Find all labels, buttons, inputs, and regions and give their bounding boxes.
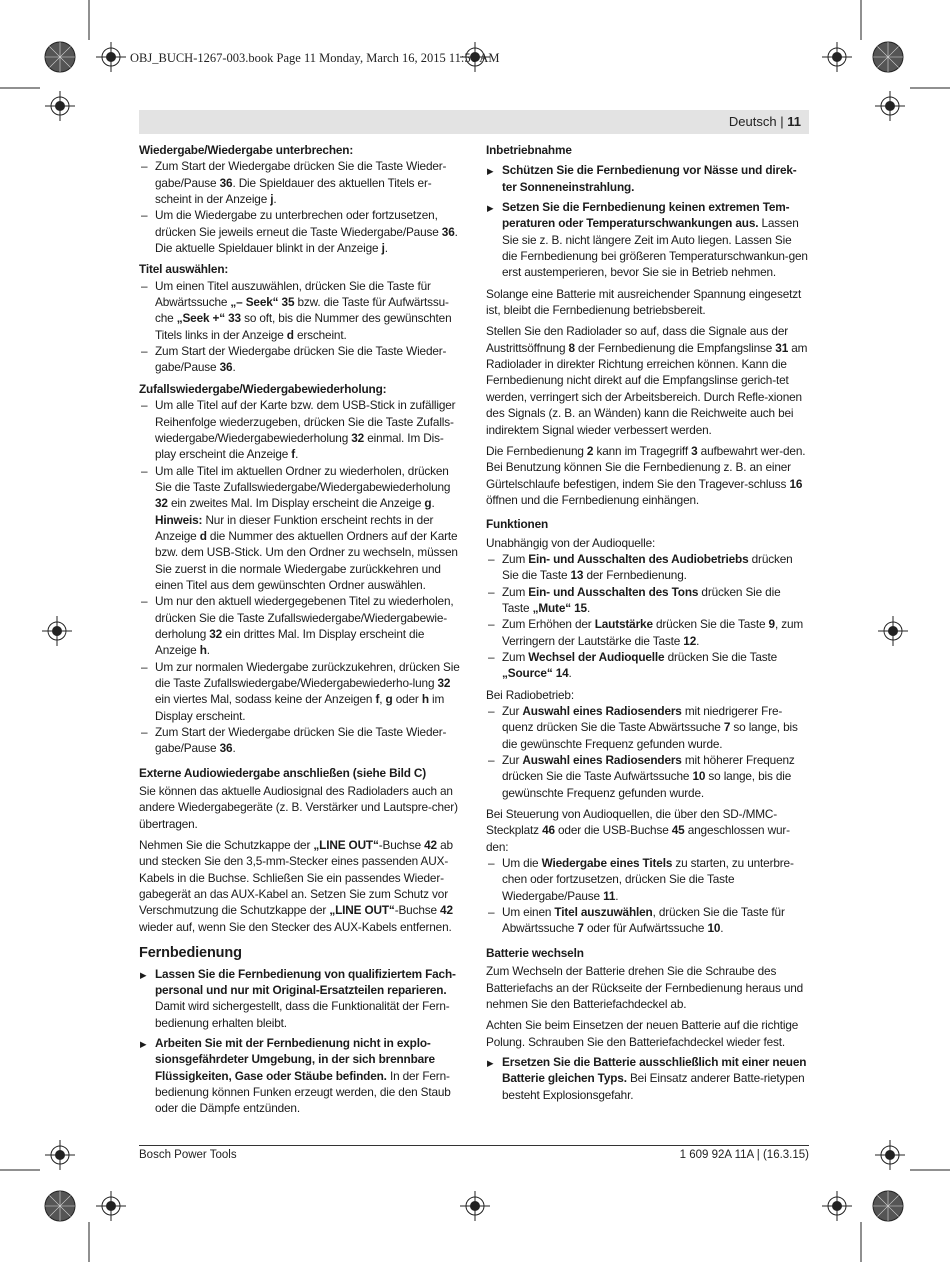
paragraph: Die Fernbedienung 2 kann im Tragegriff 3 aufbewahrt wer-den. Bei Benutzung können Sie die Fernbedienung z. B. an einer Gürtelschlaufe befestigen, indem Sie den Tragever-schluss 16 öffnen und die Fernbedienung einhängen.	[486, 443, 806, 507]
left-column	[139, 142, 462, 1117]
paragraph: Bei Steuerung von Audioquellen, die über den SD-/MMC-Steckplatz 46 oder die USB-Buchse 45 angeschlossen wur-den:	[486, 807, 790, 854]
paragraph: Achten Sie beim Einsetzen der neuen Batterie auf die richtige Polung. Schrauben Sie den Batteriefachdeckel wieder fest.	[486, 1018, 799, 1049]
list-item: – Zum Start der Wiedergabe drücken Sie die Taste Wieder-gabe/Pause 36. Die Spieldauer des aktuellen Titels er-scheint in der Anzeige j.	[139, 158, 462, 207]
section-title: Zufallswiedergabe/Wiedergabewiederholung:	[139, 381, 387, 396]
list-item: – Zur Auswahl eines Radiosenders mit höherer Frequenz drücken Sie die Taste Aufwärtssuche 10 so lange, bis die gewünschte Frequenz gefunden wurde.	[486, 752, 809, 801]
paragraph: Zum Wechseln der Batterie drehen Sie die Schraube des Batteriefachs an der Rückseite der Fernbedienung heraus und nehmen Sie den Batteriefachdeckel ab.	[486, 964, 804, 1011]
list-item: – Um alle Titel auf der Karte bzw. dem USB-Stick in zufälliger Reihenfolge wiederzugeben, drücken Sie die Taste Zufalls-wiedergabe/Wiedergabewiederholung 32 einmal. Im Dis-play erscheint die Anzeige f.	[139, 397, 462, 462]
section-title: Batterie wechseln	[486, 945, 584, 960]
warning-item: ▶ Schützen Sie die Fernbedienung vor Nässe und direk-ter Sonneneinstrahlung.	[486, 162, 809, 195]
list-item: – Zum Start der Wiedergabe drücken Sie die Taste Wieder-gabe/Pause 36.	[139, 343, 462, 376]
paragraph: Sie können das aktuelle Audiosignal des Radioladers auch an andere Wiedergabegeräte (z. B. Verstärker und Lautspre-cher) übertragen.	[139, 784, 458, 831]
right-column	[486, 142, 809, 1103]
header-language: Deutsch	[728, 114, 777, 129]
footer-rule	[139, 1145, 809, 1146]
section-heading-remote: Fernbedienung	[139, 945, 242, 962]
paragraph: Solange eine Batterie mit ausreichender Spannung eingesetzt ist, bleibt die Fernbedienung betriebsbereit.	[486, 286, 802, 318]
list-item: – Zur Auswahl eines Radiosenders mit niedrigerer Fre-quenz drücken Sie die Taste Abwärtssuche 7 so lange, bis die gewünschte Frequenz gefunden wurde.	[486, 703, 809, 752]
warning-item: ▶ Ersetzen Sie die Batterie ausschließlich mit einer neuen Batterie gleichen Typs. Bei Einsatz anderer Batte-rietypen besteht Explosionsgefahr.	[486, 1054, 809, 1103]
list-item: – Um alle Titel im aktuellen Ordner zu wiederholen, drücken Sie die Taste Zufallswiedergabe/Wiedergabewiederholung 32 ein zweites Mal. Im Display erscheint die Anzeige g. Hinweis: Nur in dieser Funktion erscheint rechts in der Anzeige d die Nummer des aktuellen Ordners auf der Karte bzw. dem USB-Stick. Um den Ordner zu wechseln, müssen Sie zuerst in die normale Wiedergabe zurückkehren und einen Titel aus dem gewünschten Ordner auswählen.	[139, 463, 462, 594]
paragraph: Stellen Sie den Radiolader so auf, dass die Signale aus der Austrittsöffnung 8 der Fernbedienung die Empfangslinse 31 am Radiolader in direkter Richtung erreichen können. Kann die Fernbedienung nicht direkt auf die Empfangslinse gerich-tet werden, verringert sich der Arbeitsbereich. Durch Refle-xionen des Signals (z. B. an Wänden) kann die Reichweite auch bei indirektem Signal wieder verbessert werden.	[486, 324, 808, 437]
paragraph: Nehmen Sie die Schutzkappe der „LINE OUT“-Buchse 42 ab und stecken Sie den 3,5-mm-Stecker eines passenden AUX-Kabels in die Buchse. Schließen Sie ein passendes Wieder-gabegerät an das AUX-Kabel an. Setzen Sie zum Schutz vor Verschmutzung die Schutzkappe der „LINE OUT“-Buchse 42 wieder auf, wenn Sie den Stecker des AUX-Kabels entfernen.	[139, 838, 453, 934]
list-item: – Zum Ein- und Ausschalten des Audiobetriebs drücken Sie die Taste 13 der Fernbedienung.	[486, 551, 809, 584]
list-item: – Um nur den aktuell wiedergegebenen Titel zu wiederholen, drücken Sie die Taste Zufallswiedergabe/Wiedergabewie-derholung 32 ein drittes Mal. Im Display erscheint die Anzeige h.	[139, 593, 462, 658]
footer-brand: Bosch Power Tools	[139, 1149, 237, 1161]
list-item: – Um einen Titel auszuwählen, drücken Sie die Taste für Abwärtssuche 7 oder für Aufwärtssuche 10.	[486, 904, 809, 937]
section-title: Wiedergabe/Wiedergabe unterbrechen:	[139, 143, 354, 157]
page-header	[139, 110, 809, 134]
list-item: – Um einen Titel auszuwählen, drücken Sie die Taste für Abwärtssuche „– Seek“ 35 bzw. die Taste für Aufwärtssu-che „Seek +“ 33 so oft, bis die Nummer des gewünschten Titels links in der Anzeige d erscheint.	[139, 278, 462, 343]
paragraph: Unabhängig von der Audioquelle:	[486, 535, 656, 550]
list-item: – Zum Ein- und Ausschalten des Tons drücken Sie die Taste „Mute“ 15.	[486, 584, 809, 617]
paragraph: Bei Radiobetrieb:	[486, 687, 574, 702]
list-item: – Zum Wechsel der Audioquelle drücken Sie die Taste „Source“ 14.	[486, 649, 809, 682]
list-item: – Um die Wiedergabe zu unterbrechen oder fortzusetzen, drücken Sie jeweils erneut die Taste Wiedergabe/Pause 36. Die aktuelle Spieldauer blinkt in der Anzeige j.	[139, 207, 462, 256]
header-page-number: 11	[787, 114, 801, 129]
header-separator: |	[780, 114, 784, 129]
header-page-label	[729, 114, 801, 129]
list-item: – Um die Wiedergabe eines Titels zu starten, zu unterbre-chen oder fortzusetzen, drücken Sie die Taste Wiedergabe/Pause 11.	[486, 855, 809, 904]
section-title: Externe Audiowiedergabe anschließen (siehe Bild C)	[139, 765, 427, 780]
warning-item: ▶ Lassen Sie die Fernbedienung von qualifiziertem Fach-personal und nur mit Original-Ersatzteilen reparieren. Damit wird sichergestellt, dass die Funktionalität der Fern-bedienung erhalten bleibt.	[139, 966, 462, 1031]
warning-item: ▶ Setzen Sie die Fernbedienung keinen extremen Tem-peraturen oder Temperaturschwankungen aus. Lassen Sie sie z. B. nicht längere Zeit im Auto liegen. Lassen Sie die Fernbedienung bei größeren Temperaturschwankun-gen erst austemperieren, bevor Sie sie in Betrieb nehmen.	[486, 199, 809, 281]
section-title: Titel auswählen:	[139, 262, 229, 277]
list-item: – Um zur normalen Wiedergabe zurückzukehren, drücken Sie die Taste Zufallswiedergabe/Wiedergabewiederho-lung 32 ein viertes Mal, sodass keine der Anzeigen f, g oder h im Display erscheint.	[139, 659, 462, 724]
list-item: – Zum Start der Wiedergabe drücken Sie die Taste Wieder-gabe/Pause 36.	[139, 724, 462, 757]
section-title: Inbetriebnahme	[486, 143, 572, 157]
print-info-line: OBJ_BUCH-1267-003.book Page 11 Monday, March 16, 2015 11:56 AM	[130, 51, 500, 65]
warning-item: ▶ Arbeiten Sie mit der Fernbedienung nicht in explo-sionsgefährdeter Umgebung, in der sich brennbare Flüssigkeiten, Gase oder Stäube befinden. In der Fern-bedienung können Funken erzeugt werden, die den Staub oder die Dämpfe entzünden.	[139, 1035, 462, 1117]
list-item: – Zum Erhöhen der Lautstärke drücken Sie die Taste 9, zum Verringern der Lautstärke die Taste 12.	[486, 616, 809, 649]
footer-doc-number: 1 609 92A 11A | (16.3.15)	[679, 1149, 809, 1161]
section-title: Funktionen	[486, 517, 549, 532]
